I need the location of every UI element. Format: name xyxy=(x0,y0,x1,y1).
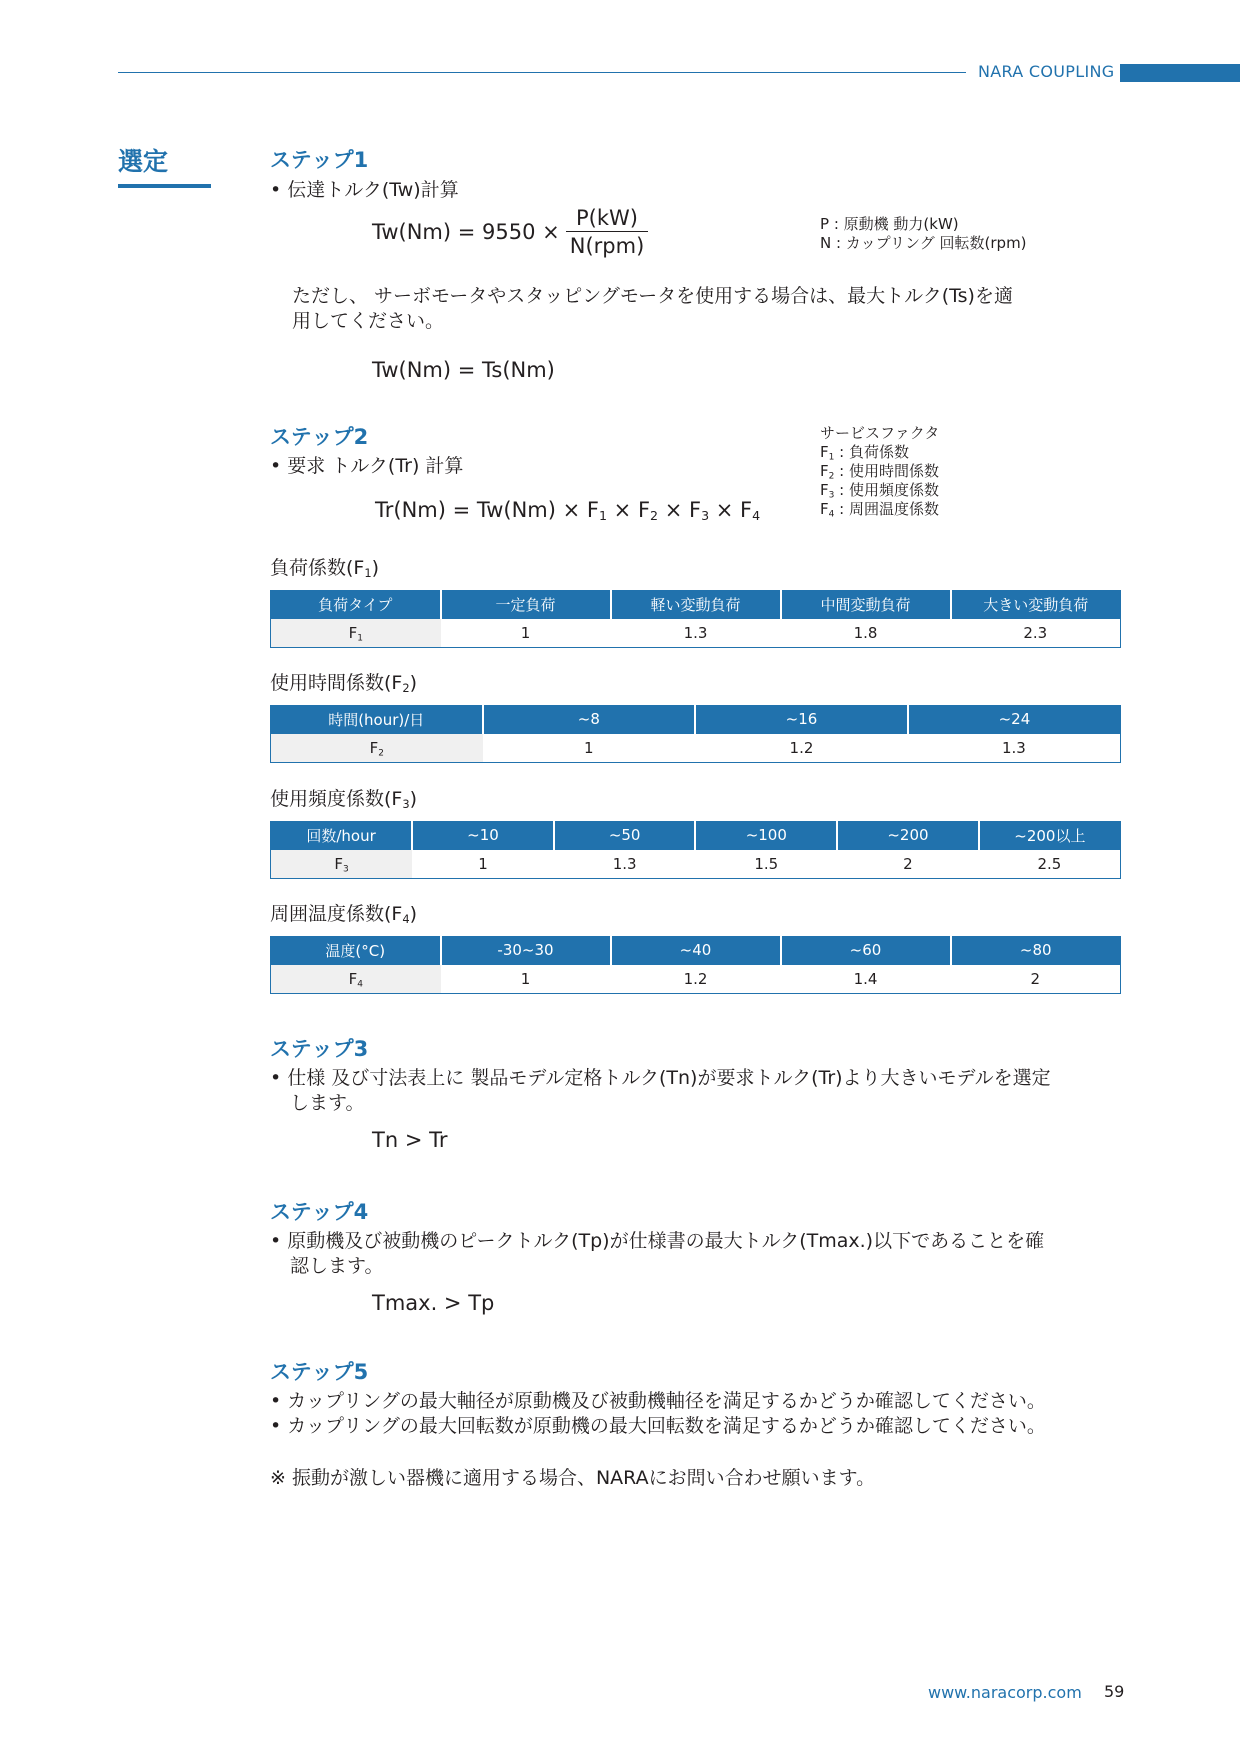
step3-line2: します。 xyxy=(290,1092,365,1114)
service-factor-label: : 使用頻度係数 xyxy=(834,481,939,499)
step1-formula2: Tw(Nm) = Ts(Nm) xyxy=(372,358,555,382)
step4-title: ステップ4 xyxy=(270,1200,369,1224)
f-sub: 4 xyxy=(828,509,835,520)
f-sub: 1 xyxy=(828,452,835,463)
table-header-cell: 中間変動負荷 xyxy=(781,590,951,619)
table-header-row xyxy=(271,705,1121,734)
table-header-row xyxy=(271,590,1121,619)
operating-time-table xyxy=(270,705,1121,763)
step1-paragraph-line2: 用してください。 xyxy=(292,310,445,332)
row-label-sub: 1 xyxy=(357,633,363,644)
step1-fraction-denominator: N(rpm) xyxy=(569,234,645,258)
step3-line1: • 仕様 及び寸法表上に 製品モデル定格トルク(Tn)が要求トルク(Tr)より大きいモデルを選定 xyxy=(270,1067,1051,1089)
table-header-cell: ~8 xyxy=(483,705,696,734)
table-header-cell: ~24 xyxy=(908,705,1121,734)
caption-end: ) xyxy=(409,788,418,810)
row-label-sub: 4 xyxy=(357,979,363,990)
table-header-cell: -30~30 xyxy=(441,936,611,965)
table-header-cell: 軽い変動負荷 xyxy=(611,590,781,619)
service-factor-label: : 使用時間係数 xyxy=(834,462,939,480)
row-label-cell xyxy=(271,619,441,648)
header-brand: NARA COUPLING xyxy=(978,62,1115,81)
step1-fraction xyxy=(566,206,649,258)
service-factor-legend xyxy=(820,424,939,519)
service-factor-f1 xyxy=(820,443,939,462)
caption-end: ) xyxy=(409,903,418,925)
table-header-cell: ~100 xyxy=(695,821,837,850)
service-factor-f3 xyxy=(820,481,939,500)
f-letter: F xyxy=(820,462,829,480)
caption-sub: 3 xyxy=(402,796,410,811)
caption-end: ) xyxy=(371,557,380,579)
header-accent-bar xyxy=(1120,64,1240,82)
step3-title: ステップ3 xyxy=(270,1037,369,1061)
row-label: F xyxy=(334,855,344,873)
step2-formula xyxy=(375,498,760,522)
section-title-underline xyxy=(118,184,211,188)
table-cell: 1.2 xyxy=(695,734,908,763)
table-header-cell: 負荷タイプ xyxy=(271,590,441,619)
table-header-cell: 大きい変動負荷 xyxy=(951,590,1121,619)
caption-text: 使用頻度係数(F xyxy=(270,788,403,810)
step1-bullet: • 伝達トルク(Tw)計算 xyxy=(270,179,459,201)
step1-title: ステップ1 xyxy=(270,148,369,172)
caption-text: 周囲温度係数(F xyxy=(270,903,403,925)
f-letter: F xyxy=(820,500,829,518)
caption-sub: 1 xyxy=(364,565,372,580)
step4-line1: • 原動機及び被動機のピークトルク(Tp)が仕様書の最大トルク(Tmax.)以下であることを確 xyxy=(270,1230,1045,1252)
service-factor-f2 xyxy=(820,462,939,481)
row-label-sub: 2 xyxy=(378,748,384,759)
step5-line2: • カップリングの最大回転数が原動機の最大回転数を満足するかどうか確認してください。 xyxy=(270,1415,1046,1437)
usage-frequency-table xyxy=(270,821,1121,879)
step1-formula-left: Tw(Nm) = 9550 × xyxy=(372,220,560,244)
table-header-cell: ~80 xyxy=(951,936,1121,965)
table-header-cell: ~60 xyxy=(781,936,951,965)
service-factor-label: : 周囲温度係数 xyxy=(834,500,939,518)
f-letter: F xyxy=(820,481,829,499)
service-factor-f4 xyxy=(820,500,939,519)
row-label-cell xyxy=(271,850,413,879)
table-header-cell: 一定負荷 xyxy=(441,590,611,619)
caption-sub: 4 xyxy=(402,911,410,926)
footer-url[interactable]: www.naracorp.com xyxy=(928,1683,1082,1702)
step2-formula-part: Tr(Nm) = Tw(Nm) × F xyxy=(375,498,599,522)
step1-note-n: N : カップリング 回転数(rpm) xyxy=(820,234,1027,252)
table-cell: 1 xyxy=(441,619,611,648)
step1-note-p: P : 原動機 動力(kW) xyxy=(820,215,959,233)
step2-title: ステップ2 xyxy=(270,425,369,449)
vibration-note: ※ 振動が激しい器機に適用する場合、NARAにお問い合わせ願います。 xyxy=(270,1467,876,1489)
table-cell: 1.5 xyxy=(695,850,837,879)
table-header-row xyxy=(271,936,1121,965)
table-row xyxy=(271,965,1121,994)
step2-bullet: • 要求 トルク(Tr) 計算 xyxy=(270,455,464,477)
row-label-sub: 3 xyxy=(343,864,349,875)
row-label: F xyxy=(348,624,358,642)
caption-end: ) xyxy=(409,672,418,694)
step2-formula-sub: 3 xyxy=(701,508,710,524)
table-cell: 1.2 xyxy=(611,965,781,994)
table4-caption xyxy=(270,899,417,926)
service-factor-label: : 負荷係数 xyxy=(834,443,909,461)
table-cell: 2.5 xyxy=(979,850,1121,879)
table-header-cell: 温度(°C) xyxy=(271,936,441,965)
step4-formula: Tmax. > Tp xyxy=(372,1291,495,1315)
table-header-cell: 時間(hour)/日 xyxy=(271,705,483,734)
step2-formula-sub: 1 xyxy=(598,508,607,524)
table-row xyxy=(271,734,1121,763)
service-factor-title: サービスファクタ xyxy=(820,424,940,442)
step2-formula-part: × F xyxy=(658,498,702,522)
table-cell: 1.8 xyxy=(781,619,951,648)
page-number: 59 xyxy=(1104,1682,1125,1701)
f-sub: 3 xyxy=(828,490,835,501)
table-cell: 1.3 xyxy=(908,734,1121,763)
table-cell: 2 xyxy=(837,850,979,879)
table-cell: 1.4 xyxy=(781,965,951,994)
step1-fraction-numerator: P(kW) xyxy=(566,206,649,232)
row-label-cell xyxy=(271,734,483,763)
table1-caption xyxy=(270,553,379,580)
table-cell: 2 xyxy=(951,965,1121,994)
table-row xyxy=(271,619,1121,648)
row-label: F xyxy=(348,970,358,988)
step4-line2: 認します。 xyxy=(290,1255,384,1277)
step2-formula-part: × F xyxy=(607,498,651,522)
load-factor-table xyxy=(270,590,1121,648)
table-header-cell: 回数/hour xyxy=(271,821,413,850)
table-cell: 1 xyxy=(441,965,611,994)
caption-text: 負荷係数(F xyxy=(270,557,365,579)
caption-text: 使用時間係数(F xyxy=(270,672,403,694)
table-row xyxy=(271,850,1121,879)
step2-formula-part: × F xyxy=(709,498,753,522)
table-cell: 2.3 xyxy=(951,619,1121,648)
table-cell: 1.3 xyxy=(554,850,696,879)
table-header-cell: ~50 xyxy=(554,821,696,850)
row-label-cell xyxy=(271,965,441,994)
ambient-temperature-table xyxy=(270,936,1121,994)
step3-formula: Tn > Tr xyxy=(372,1128,448,1152)
header-rule xyxy=(118,72,966,73)
f-sub: 2 xyxy=(828,471,835,482)
step5-line1: • カップリングの最大軸径が原動機及び被動機軸径を満足するかどうか確認してください。 xyxy=(270,1390,1046,1412)
table-header-cell: ~200以上 xyxy=(979,821,1121,850)
step2-formula-sub: 4 xyxy=(752,508,761,524)
table-header-row xyxy=(271,821,1121,850)
table-cell: 1 xyxy=(412,850,554,879)
step5-title: ステップ5 xyxy=(270,1360,369,1384)
table-header-cell: ~200 xyxy=(837,821,979,850)
table-header-cell: ~16 xyxy=(695,705,908,734)
step1-paragraph-line1: ただし、 サーボモータやスタッピングモータを使用する場合は、最大トルク(Ts)を適 xyxy=(292,285,1013,307)
table2-caption xyxy=(270,668,417,695)
table-header-cell: ~40 xyxy=(611,936,781,965)
step1-formula xyxy=(372,206,648,258)
step2-formula-sub: 2 xyxy=(650,508,659,524)
table-cell: 1.3 xyxy=(611,619,781,648)
table-header-cell: ~10 xyxy=(412,821,554,850)
section-title: 選定 xyxy=(118,147,169,176)
table-cell: 1 xyxy=(483,734,696,763)
table3-caption xyxy=(270,784,417,811)
row-label: F xyxy=(369,739,379,757)
caption-sub: 2 xyxy=(402,680,410,695)
f-letter: F xyxy=(820,443,829,461)
